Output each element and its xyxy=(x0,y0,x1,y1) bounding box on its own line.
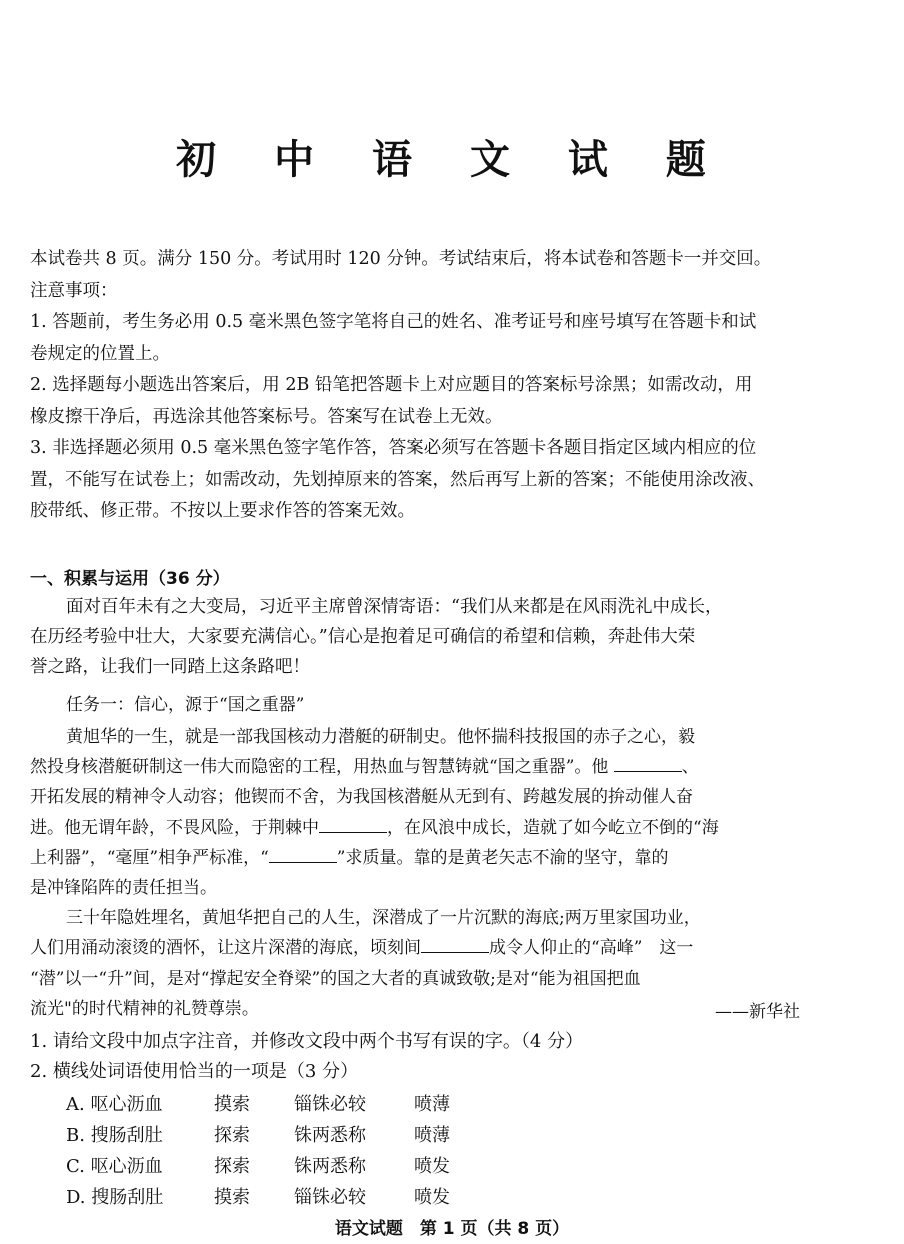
passage-line: “潜”以一“升”间，是对“撑起安全脊梁”的国之大者的真诚致敬;是对“能为祖国把血 xyxy=(30,968,641,989)
intro-line: 在历经考验中壮大，大家要充满信心。”信心是抱着足可确信的希望和信赖，奔赴伟大荣 xyxy=(30,627,696,647)
passage-text: ，在风浪中成长，造就了如今屹立不倒的“海 xyxy=(387,817,719,838)
passage-line xyxy=(30,933,878,963)
notice-item-3-cont: 胶带纸、修正带。不按以上要求作答的答案无效。 xyxy=(30,501,415,521)
option-text: 喷薄 xyxy=(414,1125,450,1146)
notice-item-2: 2. 选择题每小题选出答案后，用 2B 铅笔把答题卡上对应题目的答案标号涂黑；如需改动，用 xyxy=(30,375,753,395)
passage-line: 开拓发展的精神令人动容；他锲而不舍，为我国核潜艇从无到有、跨越发展的拚动催人奋 xyxy=(30,787,693,808)
task-heading: 任务一：信心，源于“国之重器” xyxy=(66,695,305,715)
section-intro xyxy=(30,592,878,682)
notice-line: 本试卷共 8 页。满分 150 分。考试用时 120 分钟。考试结束后，将本试卷和答题卡一并交回。 xyxy=(30,249,772,269)
passage-text: 进。他无谓年龄，不畏风险，于荆棘中 xyxy=(30,817,319,838)
option-text: B. 搜肠刮肚 xyxy=(66,1125,163,1146)
source-credit: ——新华社 xyxy=(715,1002,800,1022)
option-text: 铢两悉称 xyxy=(294,1156,366,1177)
page-title: 初 中 语 文 试 题 xyxy=(176,137,728,183)
passage-line: 三十年隐姓埋名，黄旭华把自己的人生，深潜成了一片沉默的海底;两万里家国功业， xyxy=(66,908,701,929)
exam-notice xyxy=(30,244,878,528)
answer-blank xyxy=(319,816,387,833)
passage-text: 人们用涌动滚烫的酒怀，让这片深潜的海底，顷刻间 xyxy=(30,938,421,959)
section-heading: 一、积累与运用（36 分） xyxy=(30,569,230,589)
passage-text: 然投身核潜艇研制这一伟大而隐密的工程，用热血与智慧铸就“国之重器”。他 xyxy=(30,757,609,778)
page-footer: 语文试题 第 1 页（共 8 页） xyxy=(334,1219,570,1239)
passage-text: 成令人仰止的“高峰” 这一 xyxy=(489,938,694,959)
option-text: 锱铢必较 xyxy=(294,1094,366,1115)
option-b xyxy=(66,1121,474,1152)
answer-blank xyxy=(269,846,337,863)
option-text: 摸索 xyxy=(214,1187,250,1208)
notice-item-1-cont: 卷规定的位置上。 xyxy=(30,343,170,364)
option-text: D. 搜肠刮肚 xyxy=(66,1187,164,1208)
notice-item-1: 1. 答题前，考生务必用 0.5 毫米黑色签字笔将自己的姓名、准考证号和座号填写在答题卡和试 xyxy=(30,312,757,332)
passage-text: 、 xyxy=(681,757,699,778)
option-text: 锱铢必较 xyxy=(294,1187,366,1208)
option-text: 喷发 xyxy=(414,1156,450,1177)
question-1: 1. 请给文段中加点字注音，并修改文段中两个书写有误的字。（4 分） xyxy=(30,1031,584,1052)
option-text: 喷薄 xyxy=(414,1094,450,1115)
passage-text: 上利器”，“毫厘”相争严标准，“ xyxy=(30,847,269,868)
option-text: 探索 xyxy=(214,1156,250,1177)
passage-text: ”求质量。靠的是黄老矢志不渝的坚守，靠的 xyxy=(336,847,669,868)
question-2: 2. 横线处词语使用恰当的一项是（3 分） xyxy=(30,1061,359,1082)
notice-item-2-cont: 橡皮擦干净后，再选涂其他答案标号。答案写在试卷上无效。 xyxy=(30,406,503,427)
passage-line: 黄旭华的一生，就是一部我国核动力潜艇的研制史。他怀揣科技报国的赤子之心，毅 xyxy=(66,727,695,747)
option-text: C. 呕心沥血 xyxy=(66,1156,163,1177)
answer-blank xyxy=(421,936,489,953)
option-c xyxy=(66,1152,474,1183)
notice-heading: 注意事项： xyxy=(30,280,118,301)
option-d xyxy=(66,1183,474,1214)
option-text: A. 呕心沥血 xyxy=(66,1094,163,1115)
option-a xyxy=(66,1090,474,1121)
option-text: 铢两悉称 xyxy=(294,1125,366,1146)
passage-line xyxy=(30,752,878,782)
option-text: 喷发 xyxy=(414,1187,450,1208)
passage-line xyxy=(30,813,878,843)
intro-line: 面对百年未有之大变局，习近平主席曾深情寄语：“我们从来都是在风雨洗礼中成长， xyxy=(66,597,723,617)
passage-line xyxy=(30,843,878,873)
option-text: 摸索 xyxy=(214,1094,250,1115)
passage-line: 流光"的时代精神的礼赞尊崇。 xyxy=(30,998,259,1019)
intro-line: 誉之路，让我们一同踏上这条路吧！ xyxy=(30,657,310,677)
option-text: 探索 xyxy=(214,1125,250,1146)
choice-options xyxy=(66,1090,474,1214)
passage-line: 是冲锋陷阵的责任担当。 xyxy=(30,878,217,899)
notice-item-3-cont: 置，不能写在试卷上；如需改动，先划掉原来的答案，然后再写上新的答案；不能使用涂改液、 xyxy=(30,469,765,490)
answer-blank xyxy=(614,755,682,772)
reading-passage xyxy=(30,722,878,1024)
notice-item-3: 3. 非选择题必须用 0.5 毫米黑色签字笔作答，答案必须写在答题卡各题目指定区域内相应的位 xyxy=(30,438,757,458)
